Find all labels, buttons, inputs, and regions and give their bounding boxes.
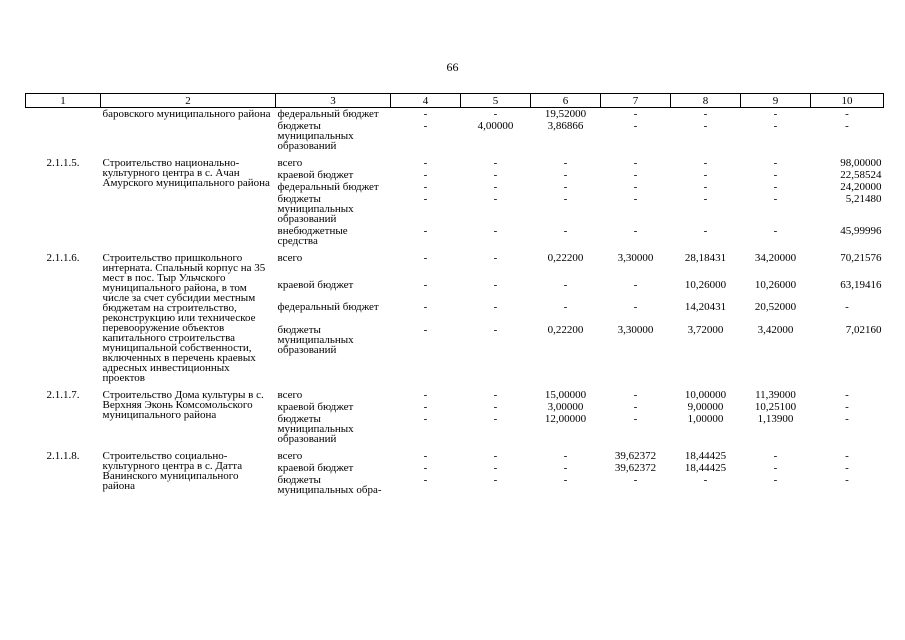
value-cell: - [493,301,498,314]
project-name: баровского муниципального района [102,108,271,120]
value-cell: - [773,120,778,132]
value-cell: - [493,389,498,401]
value-cell: - [773,225,778,237]
funding-source: всего [277,389,303,401]
value-cell: 14,20431 [684,301,727,314]
value-cell: - [845,389,849,401]
value-cell: - [423,157,428,169]
value-cell: - [493,474,498,486]
value-cell: - [633,120,638,132]
project-name: Строительство национально-культурного центра в с. Ачан Амурского муниципального района [102,157,270,189]
col-header: 10 [811,94,884,108]
value-cell: - [703,169,708,181]
value-cell: - [633,474,638,486]
value-cell: 3,72000 [687,323,724,336]
value-cell: 11,39000 [755,389,796,401]
value-cell: 1,00000 [687,413,724,425]
value-cell: - [845,462,849,474]
page-number: 66 [446,60,459,74]
value-cell: - [563,450,568,462]
header-row [26,94,884,108]
value-cell: - [633,157,638,169]
value-cell: 20,52000 [754,301,797,314]
value-cell: - [493,193,498,205]
funding-source: всего [277,450,303,462]
value-cell: - [563,278,568,291]
table-row [26,384,884,401]
value-cell: - [845,401,849,413]
funding-source: бюджеты муниципальных образований [277,413,354,445]
value-cell: - [845,120,849,132]
funding-source: федеральный бюджет [277,108,379,120]
col-header: 1 [26,94,101,108]
funding-source: федеральный бюджет [277,181,379,193]
funding-source: федеральный бюджет [277,301,379,314]
value-cell: - [773,462,778,474]
value-cell: 3,42000 [757,323,794,336]
col-header: 8 [671,94,741,108]
funding-source: бюджеты муниципальных образований [277,323,354,356]
value-cell: - [563,225,568,237]
section-number [26,108,101,153]
section-number: 2.1.1.6. [46,252,80,264]
value-cell: - [563,462,568,474]
section-number: 2.1.1.7. [46,389,80,401]
value-cell: 98,00000 [840,157,882,169]
value-cell: - [493,450,498,462]
col-header: 4 [391,94,461,108]
value-cell: 28,18431 [684,252,727,264]
value-cell: - [493,181,498,193]
value-cell: - [423,225,428,237]
value-cell: - [563,169,568,181]
value-cell: 3,30000 [617,323,654,336]
value-cell: - [773,193,778,205]
value-cell: - [633,108,638,120]
value-cell: 18,44425 [684,450,727,462]
value-cell: 3,30000 [617,252,654,264]
value-cell: 10,26000 [754,278,797,291]
value-cell: - [563,193,568,205]
value-cell: - [493,169,498,181]
value-cell: - [703,120,708,132]
value-cell: - [493,278,498,291]
funding-source: всего [277,252,303,264]
table-row [26,445,884,462]
value-cell: - [845,450,849,462]
value-cell: - [845,108,849,120]
value-cell: - [493,225,498,237]
value-cell: - [493,252,498,264]
value-cell: - [563,181,568,193]
value-cell: 1,13900 [757,413,794,425]
budget-table [25,93,884,496]
funding-source: внебюджетные средства [277,225,348,247]
value-cell: - [703,225,708,237]
value-cell: - [493,323,498,336]
value-cell: - [773,450,778,462]
value-cell: - [423,193,428,205]
funding-source: бюджеты муниципальных образований [277,193,354,225]
value-cell: - [703,474,708,486]
value-cell: 7,02160 [845,323,882,336]
value-cell: - [423,108,428,120]
col-header: 2 [101,94,276,108]
value-cell: - [773,181,778,193]
value-cell: - [633,181,638,193]
value-cell: 63,19416 [840,278,882,291]
value-cell: - [773,108,778,120]
value-cell: - [633,413,638,425]
value-cell: 3,86866 [547,120,584,132]
value-cell: - [493,462,498,474]
value-cell: 39,62372 [614,450,657,462]
col-header: 9 [741,94,811,108]
value-cell: - [633,169,638,181]
value-cell: - [773,157,778,169]
value-cell: - [563,301,568,314]
value-cell: - [423,252,428,264]
project-name: Строительство социально-культурного центра в с. Датта Ванинского муниципального района [102,450,243,492]
value-cell: - [703,108,708,120]
value-cell: - [423,462,428,474]
value-cell: 45,99996 [840,225,882,237]
value-cell: 70,21576 [840,252,882,264]
value-cell: - [845,413,849,425]
value-cell: - [423,120,428,132]
funding-source: краевой бюджет [277,169,354,181]
value-cell: 24,20000 [840,181,882,193]
value-cell: 10,00000 [684,389,727,401]
value-cell: 34,20000 [754,252,797,264]
table-body [26,108,884,497]
value-cell: 0,22200 [547,323,584,336]
funding-source: всего [277,157,303,169]
value-cell: - [493,108,498,120]
value-cell: - [703,181,708,193]
value-cell: - [703,157,708,169]
value-cell: - [423,278,428,291]
value-cell: 12,00000 [544,413,587,425]
value-cell: 18,44425 [684,462,727,474]
value-cell: - [633,193,638,205]
funding-source: бюджеты муниципальных образований [277,120,354,152]
value-cell: 9,00000 [687,401,724,413]
value-cell: 15,00000 [544,389,587,401]
value-cell: 4,00000 [477,120,514,132]
value-cell: - [423,450,428,462]
value-cell: - [633,301,638,314]
value-cell: - [423,474,428,486]
value-cell: 10,25100 [754,401,797,413]
value-cell: 0,22200 [547,252,584,264]
funding-source: краевой бюджет [277,462,354,474]
funding-source: бюджеты муниципальных обра- [277,474,382,496]
project-name: Строительство пришкольного интерната. Спальный корпус на 35 мест в пос. Тыр Ульчского муниципального района, в том числе за счет субсидии местным бюджетам на строительство, реконструкцию или техническое перевооружение объектов капитального строительства муниципальной собственности, включенных в перечень краевых адресных инвестиционных проектов [102,252,266,384]
value-cell: - [633,401,638,413]
value-cell: - [845,301,849,314]
value-cell: - [493,413,498,425]
section-number: 2.1.1.8. [46,450,80,462]
value-cell: - [423,169,428,181]
value-cell: - [633,225,638,237]
col-header: 6 [531,94,601,108]
funding-source: краевой бюджет [277,401,354,413]
value-cell: - [423,401,428,413]
value-cell: 22,58524 [840,169,882,181]
col-header: 5 [461,94,531,108]
value-cell: 5,21480 [845,193,882,205]
value-cell: - [423,323,428,336]
value-cell: - [423,301,428,314]
value-cell: - [423,389,428,401]
section-number: 2.1.1.5. [46,157,80,169]
value-cell: - [703,193,708,205]
value-cell: - [845,474,849,486]
col-header: 7 [601,94,671,108]
value-cell: - [563,474,568,486]
value-cell: - [423,413,428,425]
table-row [26,108,884,121]
value-cell: 39,62372 [614,462,657,474]
value-cell: 3,00000 [547,401,584,413]
value-cell: - [633,389,638,401]
value-cell: - [773,169,778,181]
value-cell: - [563,157,568,169]
table-row [26,152,884,169]
value-cell: - [423,181,428,193]
value-cell: - [633,278,638,291]
project-name: Строительство Дома культуры в с. Верхняя Эконь Комсомольского муниципального района [102,389,264,421]
value-cell: - [493,157,498,169]
value-cell: - [493,401,498,413]
value-cell: - [773,474,778,486]
value-cell: 10,26000 [684,278,727,291]
value-cell: 19,52000 [544,108,587,120]
table-row [26,247,884,279]
col-header: 3 [276,94,391,108]
funding-source: краевой бюджет [277,278,354,291]
